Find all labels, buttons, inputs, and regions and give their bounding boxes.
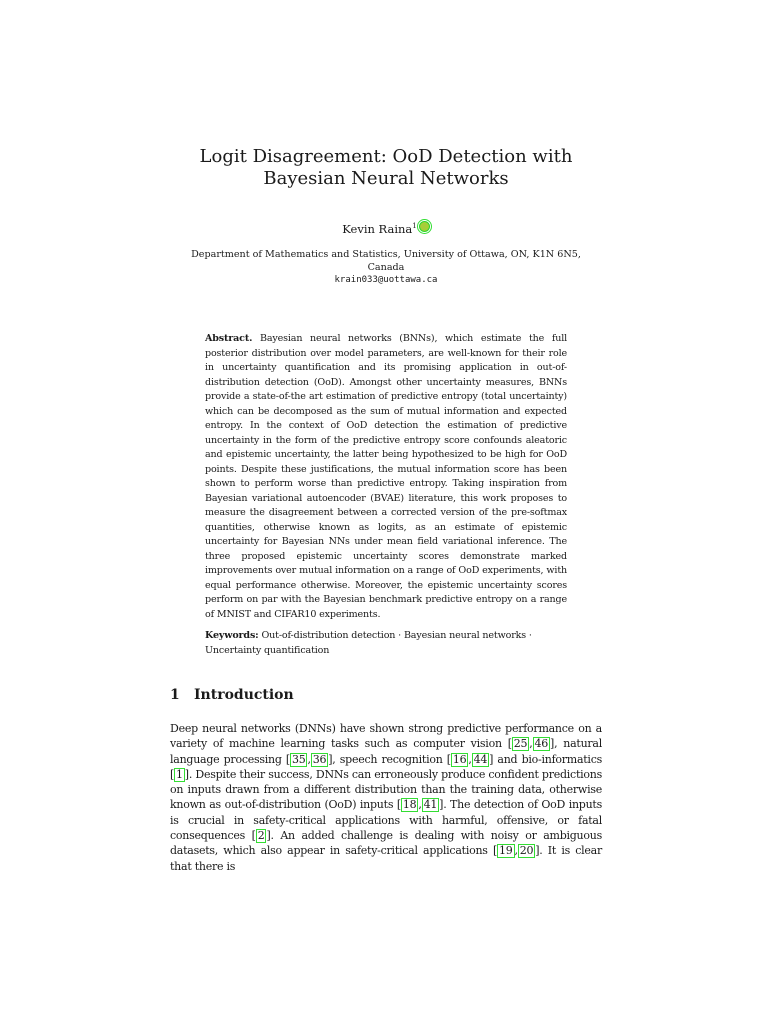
intro-text: . Despite their success, DNNs can erroneously produce confident predictions on inputs drawn from a different distribution than the training data, otherwise known as out-of-distribution (OoD) inputs xyxy=(170,767,602,812)
author-line xyxy=(170,219,602,236)
author-name: Kevin Raina xyxy=(342,222,413,236)
author-affiliation-mark: 1 xyxy=(412,222,417,230)
citation-link[interactable]: 16 xyxy=(452,752,467,766)
citation-link[interactable]: 41 xyxy=(423,798,438,812)
affiliation-line-2: Canada xyxy=(367,262,405,273)
title-line-1: Logit Disagreement: OoD Detection with xyxy=(199,146,573,167)
intro-text: , speech recognition xyxy=(332,752,447,766)
citation-link[interactable]: 2 xyxy=(257,829,265,843)
section-heading xyxy=(170,686,602,704)
citation-link[interactable]: 36 xyxy=(312,752,327,766)
abstract-text: Bayesian neural networks (BNNs), which estimate the full posterior distribution over model parameters, are well-known for their role in uncertainty quantification and its promising application in out-of-distribution detection (OoD). Amongst other uncertainty measures, BNNs provide a state-of-the art estimation of predictive entropy (total uncertainty) which can be decomposed as the sum of mutual information and expected entropy. In the context of OoD detection the estimation of predictive uncertainty in the form of the predictive entropy score confounds aleatoric and epistemic uncertainty, the latter being hypothesized to be high for OoD points. Despite these justifications, the mutual information score has been shown to perform worse than predictive entropy. Taking inspiration from Bayesian variational autoencoder (BVAE) literature, this work proposes to measure the disagreement between a corrected version of the pre-softmax quantities, otherwise known as logits, as an estimate of epistemic uncertainty for Bayesian NNs under mean field variational inference. The three proposed epistemic uncertainty scores demonstrate marked improvements over mutual information on a range of OoD experiments, with equal performance otherwise. Moreover, the epistemic uncertainty scores perform on par with the Bayesian benchmark predictive entropy on a range of MNIST and CIFAR10 experiments. xyxy=(205,333,568,620)
intro-text: and bio-informatics xyxy=(493,752,602,766)
intro-text: Deep neural networks (DNNs) have shown strong predictive performance on a variety of machine learning tasks such as computer vision xyxy=(170,722,602,751)
citation-link[interactable]: 46 xyxy=(534,737,549,751)
keywords xyxy=(205,629,567,658)
keywords-text: Out-of-distribution detection · Bayesian neural networks · Uncertainty quantification xyxy=(205,630,532,656)
intro-text: . An added challenge is dealing with noisy or ambiguous datasets, which also appear in safety-critical applications xyxy=(170,829,602,858)
paper-title xyxy=(170,146,602,190)
intro-text: , natural language processing xyxy=(170,737,602,766)
citation-link[interactable]: 35 xyxy=(291,752,306,766)
citation-link[interactable]: 1 xyxy=(176,767,183,781)
citation-link[interactable]: 18 xyxy=(402,798,417,812)
author-email[interactable]: krain033@uottawa.ca xyxy=(334,275,438,285)
affiliation-line-1: Department of Mathematics and Statistics, University of Ottawa, ON, K1N 6N5, xyxy=(191,249,581,260)
intro-text: . The detection of OoD inputs is crucial in safety-critical applications with harmful, offensive, or fatal consequences xyxy=(170,798,602,843)
citation-link[interactable]: 44 xyxy=(473,752,488,766)
citation-link[interactable]: 25 xyxy=(513,737,528,751)
orcid-icon[interactable] xyxy=(419,221,430,232)
section-title: Introduction xyxy=(194,687,294,703)
citation-link[interactable]: 19 xyxy=(499,844,513,858)
citation-link[interactable]: 20 xyxy=(519,844,534,858)
affiliation xyxy=(170,248,602,287)
title-line-2: Bayesian Neural Networks xyxy=(263,168,509,189)
intro-text: . It is clear that there is xyxy=(170,844,602,873)
abstract-label: Abstract. xyxy=(205,333,253,344)
abstract xyxy=(205,332,567,622)
keywords-label: Keywords: xyxy=(205,630,259,641)
section-number: 1 xyxy=(170,687,180,703)
introduction-paragraph: Deep neural networks (DNNs) have shown strong predictive performance on a variety of machine learning tasks such as computer vision [ 25 , 46 ], natural language processing [ 35 , 36 ], speech recognition [ 16 , 44 ] and bio-informatics [ 1 ]. Despite their success, DNNs can erroneously produce confident predictions on inputs drawn from a different distribution than the training data, otherwise known as out-of-distribution (OoD) inputs [ 18 , 41 ]. The detection of OoD inputs is crucial in safety-critical applications with harmful, offensive, or fatal consequences [ 2 ]. An added challenge is dealing with noisy or ambiguous datasets, which also appear in safety-critical applications [ 19 , 20 ]. It is clear that there is xyxy=(170,722,602,873)
